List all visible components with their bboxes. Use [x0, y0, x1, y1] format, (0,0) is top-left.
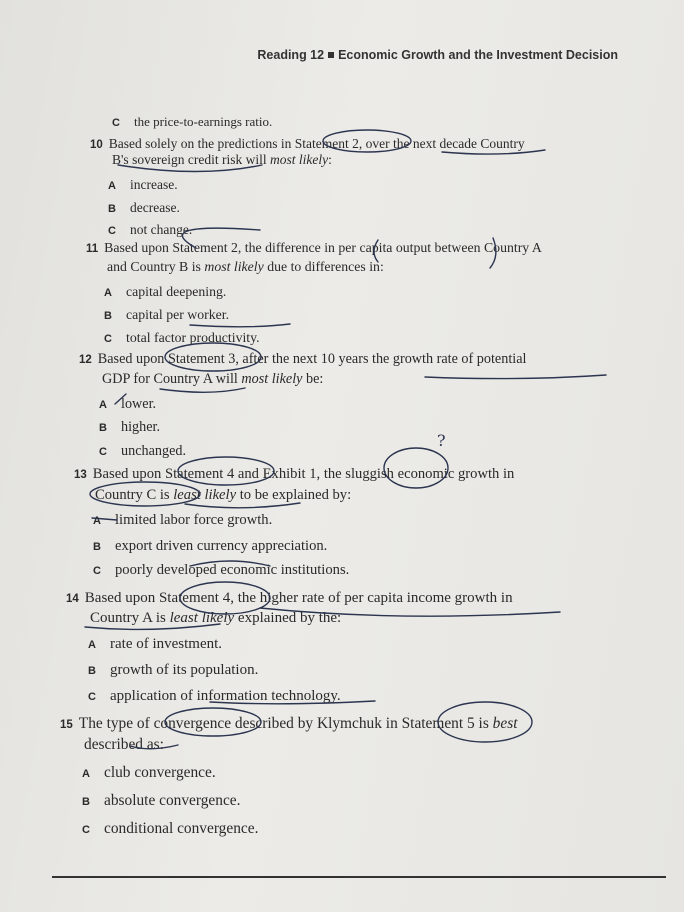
option-text: total factor productivity.	[126, 330, 260, 345]
question-number: 10	[90, 139, 103, 151]
stem-text-tail: explained by the:	[234, 610, 342, 626]
stem-text: Based upon Statement 3, after the next 10 years the growth rate of potential	[97, 351, 527, 367]
stem-emphasis: most likely	[241, 371, 303, 387]
option-text: export driven currency appreciation.	[115, 538, 328, 554]
option-text: growth of its population.	[110, 662, 259, 678]
option-text: not change.	[130, 222, 193, 237]
answer-option[interactable]	[108, 176, 178, 195]
option-text: conditional convergence.	[104, 820, 259, 837]
stem-emphasis: least likely	[173, 487, 237, 503]
stem-text-tail: :	[328, 152, 332, 167]
answer-option[interactable]	[99, 442, 186, 461]
option-letter: C	[112, 117, 120, 129]
option-text: capital deepening.	[126, 284, 227, 299]
answer-option[interactable]	[88, 661, 258, 680]
stem-text: and Country B is	[107, 259, 205, 274]
question-11-stem-line	[107, 258, 384, 276]
question-11-stem-line	[86, 239, 542, 258]
bottom-rule	[52, 876, 666, 878]
option-letter: B	[104, 310, 112, 322]
stem-text-tail: to be explained by:	[236, 487, 352, 503]
stem-emphasis: best	[492, 715, 518, 732]
question-13-stem-line	[74, 465, 514, 484]
stem-text: Based upon Statement 4, the higher rate of per capita income growth in	[84, 590, 513, 606]
answer-option[interactable]	[88, 635, 222, 654]
question-14-stem-line	[90, 609, 341, 627]
option-text: limited labor force growth.	[115, 512, 273, 528]
question-15-stem-line	[84, 736, 164, 754]
stem-text: Based upon Statement 4 and Exhibit 1, the sluggish economic growth in	[92, 466, 515, 482]
option-text: application of information technology.	[110, 688, 341, 704]
option-text: lower.	[121, 396, 157, 412]
question-12-stem-line	[79, 350, 526, 369]
answer-option[interactable]	[104, 329, 260, 348]
option-letter: C	[82, 824, 90, 836]
stem-emphasis: most likely	[204, 259, 264, 274]
question-10-stem-line	[112, 151, 332, 169]
answer-option[interactable]	[82, 792, 240, 811]
answer-option[interactable]	[104, 283, 226, 302]
stem-text: Based upon Statement 2, the difference in per capita output between Country A	[104, 240, 542, 255]
option-letter: C	[99, 446, 107, 458]
stem-emphasis: most likely	[270, 152, 329, 167]
stem-text: Country A is	[90, 610, 170, 626]
stem-text: The type of convergence described by Klymchuk in Statement 5 is	[78, 715, 493, 732]
option-text: poorly developed economic institutions.	[115, 562, 350, 578]
answer-option[interactable]	[93, 561, 349, 580]
question-number: 13	[74, 469, 87, 481]
option-text: decrease.	[130, 200, 180, 215]
option-text: higher.	[121, 419, 161, 435]
option-letter: A	[108, 180, 116, 192]
option-letter: A	[93, 515, 101, 527]
option-letter: A	[99, 399, 107, 411]
option-letter: C	[88, 691, 96, 703]
option-letter: A	[104, 287, 112, 299]
answer-option[interactable]	[108, 221, 192, 240]
answer-option[interactable]	[108, 199, 180, 218]
answer-option[interactable]	[93, 537, 327, 556]
stem-text: Based solely on the predictions in Statement 2, over the next decade Country	[108, 136, 525, 151]
ink-question-mark: ?	[437, 431, 446, 450]
option-text: the price-to-earnings ratio.	[134, 114, 273, 129]
question-number: 14	[66, 593, 79, 605]
answer-option[interactable]	[82, 820, 258, 839]
stem-text-tail: be:	[302, 371, 324, 387]
question-12-stem-line	[102, 370, 323, 388]
option-text: absolute convergence.	[104, 792, 241, 809]
option-letter: B	[99, 422, 107, 434]
question-14-stem-line	[66, 589, 513, 608]
option-text: unchanged.	[121, 443, 187, 459]
answer-option[interactable]	[88, 687, 341, 706]
question-number: 12	[79, 354, 92, 366]
header-title: Economic Growth and the Investment Decision	[338, 48, 618, 62]
stem-emphasis: least likely	[169, 610, 235, 626]
option-letter: A	[88, 639, 96, 651]
option-letter: C	[108, 225, 116, 237]
answer-option[interactable]	[112, 113, 272, 132]
option-letter: C	[93, 565, 101, 577]
answer-option[interactable]	[93, 511, 272, 530]
question-13-stem-line	[95, 486, 351, 504]
question-number: 15	[60, 719, 73, 731]
option-text: club convergence.	[104, 764, 216, 781]
option-letter: A	[82, 768, 90, 780]
stem-text: B's sovereign credit risk will	[112, 152, 271, 167]
option-text: increase.	[130, 177, 178, 192]
stem-text: described as:	[84, 736, 164, 753]
header-reading: Reading 12	[257, 48, 325, 62]
option-text: rate of investment.	[110, 636, 223, 652]
answer-option[interactable]	[82, 764, 216, 783]
option-letter: C	[104, 333, 112, 345]
question-15-stem-line	[60, 715, 517, 734]
answer-option[interactable]	[104, 306, 229, 325]
stem-text: Country C is	[95, 487, 174, 503]
stem-text-tail: due to differences in:	[263, 259, 384, 274]
option-text: capital per worker.	[126, 307, 230, 322]
question-number: 11	[86, 243, 99, 255]
answer-option[interactable]	[99, 395, 156, 414]
option-letter: B	[82, 796, 90, 808]
option-letter: B	[88, 665, 96, 677]
option-letter: B	[108, 203, 116, 215]
option-letter: B	[93, 541, 101, 553]
stem-text: GDP for Country A will	[102, 371, 242, 387]
answer-option[interactable]	[99, 418, 160, 437]
